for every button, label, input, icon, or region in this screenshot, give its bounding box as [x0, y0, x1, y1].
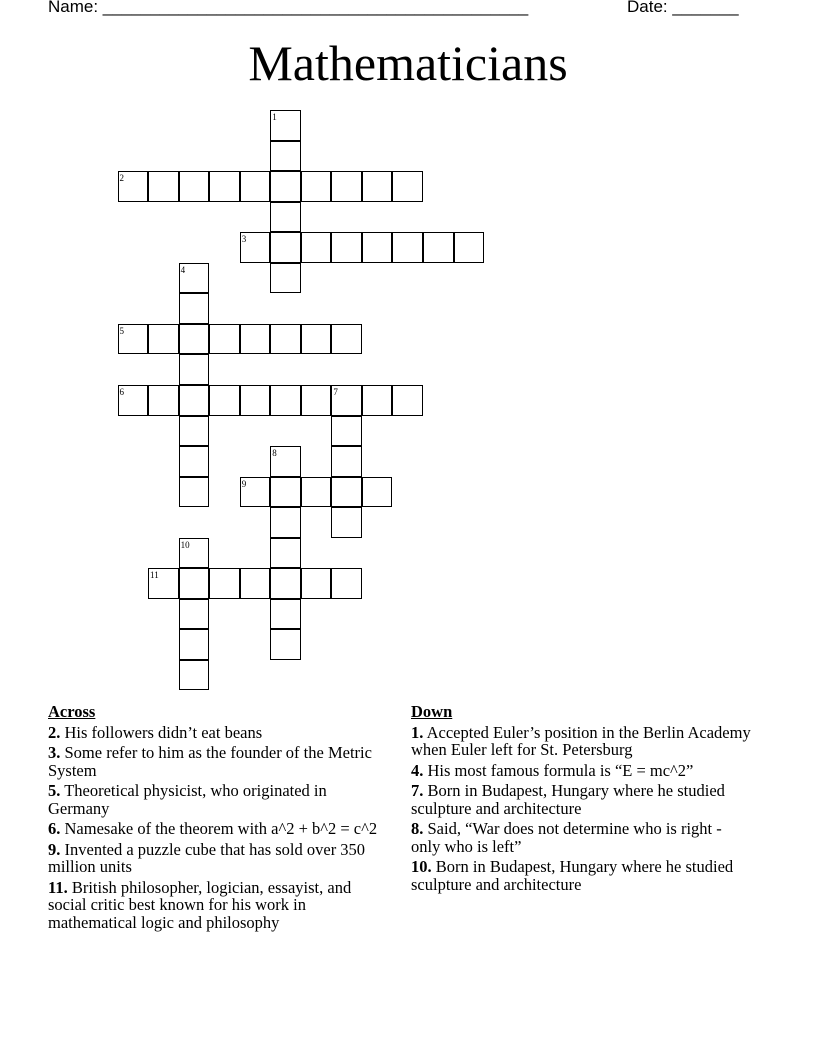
crossword-cell[interactable]: [270, 629, 301, 660]
crossword-cell[interactable]: [179, 293, 210, 324]
crossword-cell[interactable]: [209, 385, 240, 416]
clue-text: Namesake of the theorem with a^2 + b^2 = c^2: [64, 819, 378, 838]
clue-number: 7.: [411, 781, 424, 800]
crossword-cell[interactable]: [392, 385, 423, 416]
down-heading: Down: [411, 702, 453, 721]
clue-number: 5.: [48, 781, 61, 800]
crossword-cell[interactable]: [362, 477, 393, 508]
clue-text: British philosopher, logician, essayist, and social critic best known for his work in mathematical logic and philosophy: [48, 877, 352, 932]
crossword-cell[interactable]: [423, 232, 454, 263]
crossword-cell[interactable]: [270, 568, 301, 599]
crossword-cell[interactable]: [148, 385, 179, 416]
crossword-cell[interactable]: [270, 232, 301, 263]
across-clue: [48, 782, 388, 817]
across-clue: [48, 841, 388, 876]
cell-number: 3: [241, 234, 247, 245]
crossword-cell[interactable]: [179, 568, 210, 599]
cell-number: 7: [333, 386, 338, 397]
crossword-cell[interactable]: [301, 385, 332, 416]
crossword-cell[interactable]: [331, 568, 362, 599]
cell-number: 5: [119, 325, 124, 336]
crossword-cell[interactable]: [270, 141, 301, 172]
cell-number: 11: [150, 570, 159, 581]
crossword-cell[interactable]: [301, 568, 332, 599]
crossword-cell[interactable]: [240, 385, 271, 416]
date-line: Date: _______: [627, 0, 739, 16]
crossword-cell[interactable]: [179, 416, 210, 447]
clue-text: Theoretical physicist, who originated in Germany: [48, 781, 327, 818]
crossword-cell[interactable]: [240, 171, 271, 202]
cell-number: 10: [180, 539, 190, 550]
crossword-cell[interactable]: [331, 171, 362, 202]
crossword-cell[interactable]: [331, 446, 362, 477]
cell-number: 4: [180, 264, 186, 275]
crossword-cell[interactable]: [392, 171, 423, 202]
across-clue: [48, 820, 388, 838]
page-title: Mathematicians: [248, 35, 568, 91]
crossword-cell[interactable]: [209, 171, 240, 202]
crossword-cell[interactable]: [362, 171, 393, 202]
crossword-cell[interactable]: [331, 232, 362, 263]
clue-number: 2.: [48, 722, 61, 742]
down-clue: [411, 724, 751, 759]
across-clue: [48, 744, 388, 779]
cell-number: 8: [272, 448, 277, 459]
down-clue: [411, 782, 751, 817]
crossword-cell[interactable]: [331, 477, 362, 508]
cell-number: 6: [119, 386, 124, 397]
down-clue: [411, 762, 751, 780]
crossword-cell[interactable]: [362, 385, 393, 416]
crossword-cell[interactable]: [179, 629, 210, 660]
crossword-cell[interactable]: [301, 171, 332, 202]
crossword-cell[interactable]: [179, 324, 210, 355]
clue-text: Accepted Euler’s position in the Berlin Academy when Euler left for St. Petersburg: [411, 722, 751, 759]
crossword-cell[interactable]: [270, 599, 301, 630]
clue-text: His followers didn’t eat beans: [64, 722, 263, 742]
crossword-cell[interactable]: [179, 171, 210, 202]
clue-number: 10.: [411, 857, 432, 876]
crossword-cell[interactable]: [270, 507, 301, 538]
clue-text: His most famous formula is “E = mc^2”: [427, 760, 694, 780]
crossword-cell[interactable]: [270, 324, 301, 355]
clue-number: 6.: [48, 819, 61, 838]
crossword-cell[interactable]: [270, 171, 301, 202]
crossword-cell[interactable]: [179, 660, 210, 691]
crossword-cell[interactable]: [270, 263, 301, 294]
clue-text: Invented a puzzle cube that has sold over 350 million units: [48, 839, 366, 876]
crossword-cell[interactable]: [331, 416, 362, 447]
crossword-cell[interactable]: [148, 171, 179, 202]
clue-text: Born in Budapest, Hungary where he studied sculpture and architecture: [411, 781, 725, 818]
crossword-cell[interactable]: [179, 599, 210, 630]
crossword-cell[interactable]: [179, 477, 210, 508]
clue-number: 4.: [411, 760, 424, 780]
crossword-cell[interactable]: [392, 232, 423, 263]
crossword-cell[interactable]: [240, 568, 271, 599]
crossword-cell[interactable]: [179, 446, 210, 477]
crossword-cell[interactable]: [270, 538, 301, 569]
crossword-cell[interactable]: [331, 507, 362, 538]
crossword-cell[interactable]: [270, 385, 301, 416]
down-clues: [411, 703, 751, 896]
clue-number: 3.: [48, 743, 61, 762]
crossword-cell[interactable]: [209, 324, 240, 355]
clue-text: Born in Budapest, Hungary where he studied sculpture and architecture: [411, 857, 734, 894]
across-clues: [48, 703, 388, 934]
crossword-cell[interactable]: [179, 354, 210, 385]
clue-number: 11.: [48, 877, 68, 897]
crossword-cell[interactable]: [179, 385, 210, 416]
across-clue: [48, 879, 388, 932]
crossword-cell[interactable]: [270, 477, 301, 508]
down-clue: [411, 858, 751, 893]
across-clue: [48, 724, 388, 742]
crossword-cell[interactable]: [454, 232, 485, 263]
cell-number: 2: [119, 173, 124, 184]
crossword-cell[interactable]: [301, 324, 332, 355]
clue-text: Said, “War does not determine who is right - only who is left”: [411, 819, 722, 856]
clue-number: 9.: [48, 839, 61, 859]
crossword-cell[interactable]: [301, 477, 332, 508]
crossword-cell[interactable]: [240, 324, 271, 355]
clue-number: 8.: [411, 819, 424, 838]
crossword-cell[interactable]: [148, 324, 179, 355]
crossword-cell[interactable]: [362, 232, 393, 263]
crossword-cell[interactable]: [331, 324, 362, 355]
clue-number: 1.: [411, 722, 424, 742]
cell-number: 9: [241, 478, 247, 489]
crossword-cell[interactable]: [301, 232, 332, 263]
clue-text: Some refer to him as the founder of the Metric System: [48, 743, 372, 780]
across-heading: Across: [48, 702, 96, 721]
crossword-cell[interactable]: [209, 568, 240, 599]
crossword-cell[interactable]: [270, 202, 301, 233]
name-line: Name: _____________________________________________: [48, 0, 529, 16]
cell-number: 1: [272, 112, 277, 122]
down-clue: [411, 820, 751, 855]
